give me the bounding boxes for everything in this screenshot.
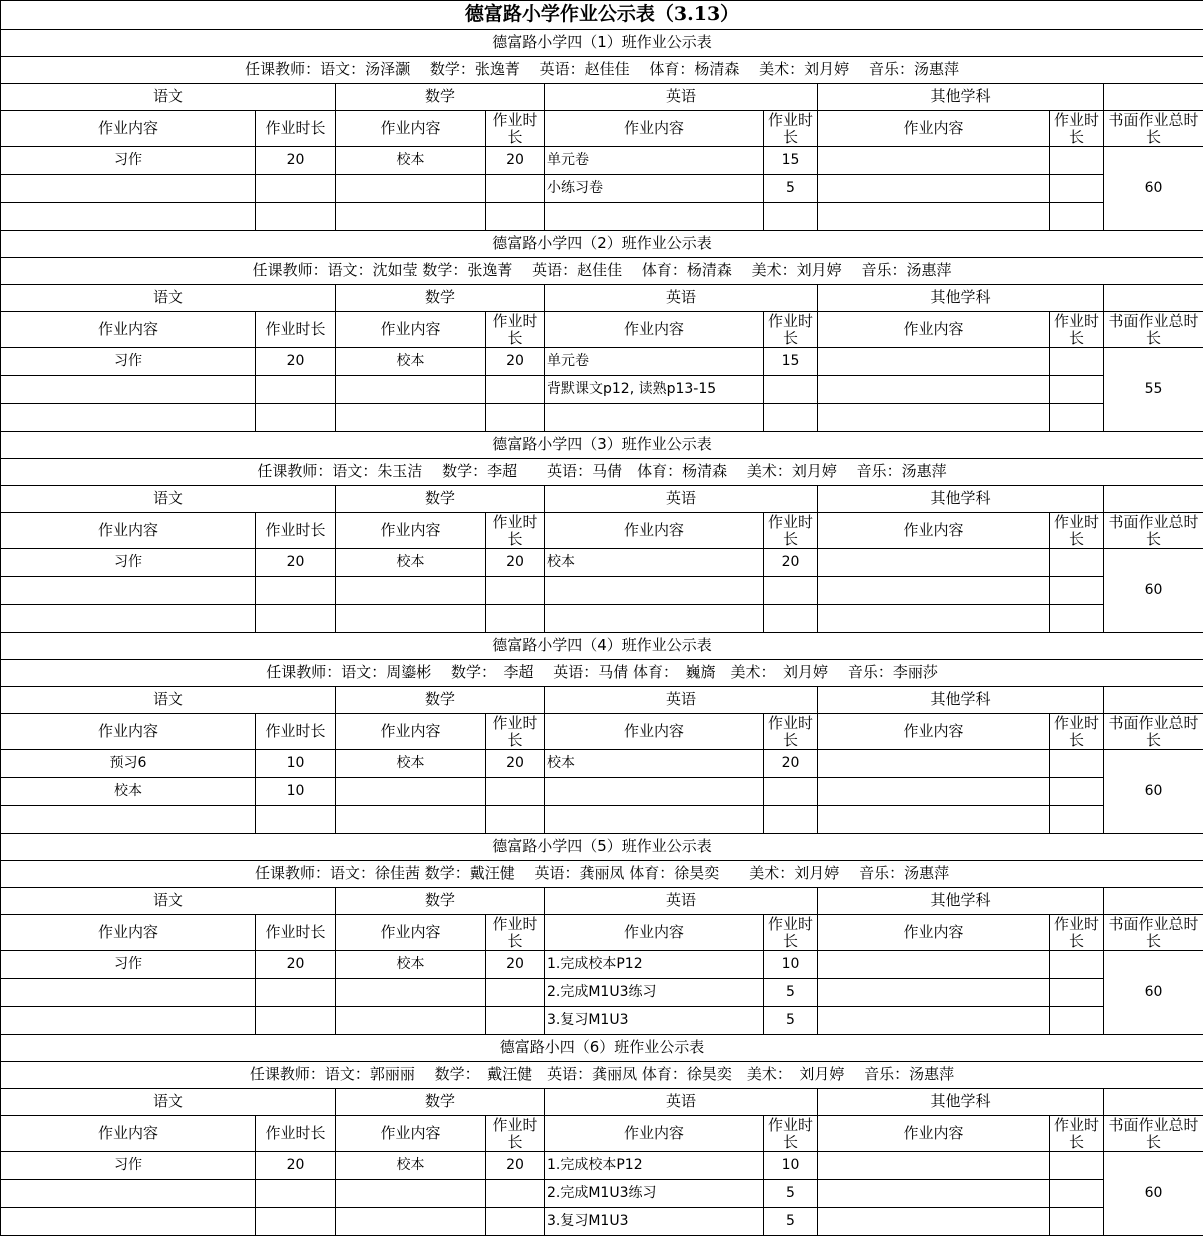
col-chinese-duration: 作业时长 (256, 915, 336, 951)
col-math-duration: 作业时长 (486, 915, 545, 951)
subject-header-row (1, 888, 1203, 915)
math-duration: 20 (486, 1152, 545, 1180)
col-other-content: 作业内容 (818, 915, 1050, 951)
other-duration (1050, 376, 1104, 404)
math-content (336, 1208, 486, 1236)
other-duration (1050, 750, 1104, 778)
total-duration: 60 (1104, 750, 1203, 834)
table-row (1, 577, 1203, 605)
english-content: 单元卷 (545, 348, 764, 376)
chinese-content: 习作 (1, 348, 256, 376)
subject-header-row (1, 1089, 1203, 1116)
math-duration: 20 (486, 750, 545, 778)
math-content (336, 778, 486, 806)
english-duration: 5 (764, 175, 818, 203)
math-content (336, 1007, 486, 1035)
english-content: 校本 (545, 549, 764, 577)
english-duration (764, 203, 818, 231)
math-content: 校本 (336, 549, 486, 577)
english-duration: 15 (764, 147, 818, 175)
subject-other: 其他学科 (818, 486, 1104, 513)
other-duration (1050, 605, 1104, 633)
subject-chinese: 语文 (1, 486, 336, 513)
chinese-content (1, 1007, 256, 1035)
other-content (818, 147, 1050, 175)
teachers-line: 任课教师：语文：周鎏彬 数学： 李超 英语：马倩 体育： 巍旖 美术： 刘月婷 音乐：李丽莎 (1, 660, 1203, 687)
col-english-content: 作业内容 (545, 1116, 764, 1152)
english-content: 背默课文p12, 读熟p13-15 (545, 376, 764, 404)
math-duration (486, 806, 545, 834)
other-duration (1050, 979, 1104, 1007)
subject-other: 其他学科 (818, 687, 1104, 714)
col-total-duration: 书面作业总时长 (1104, 714, 1203, 750)
col-other-duration: 作业时长 (1050, 1116, 1104, 1152)
col-total-duration: 书面作业总时长 (1104, 915, 1203, 951)
chinese-duration (256, 376, 336, 404)
col-english-duration: 作业时长 (764, 714, 818, 750)
english-duration: 10 (764, 1152, 818, 1180)
total-duration: 60 (1104, 147, 1203, 231)
english-duration (764, 577, 818, 605)
english-content (545, 778, 764, 806)
math-content (336, 605, 486, 633)
teachers-line: 任课教师：语文：汤泽灏 数学：张逸菁 英语：赵佳佳 体育：杨清森 美术：刘月婷 音乐：汤惠萍 (1, 57, 1203, 84)
english-content: 2.完成M1U3练习 (545, 979, 764, 1007)
other-content (818, 951, 1050, 979)
english-content (545, 605, 764, 633)
other-duration (1050, 577, 1104, 605)
math-duration: 20 (486, 951, 545, 979)
teachers-line: 任课教师：语文：朱玉洁 数学：李超 英语：马倩 体育：杨清森 美术：刘月婷 音乐：汤惠萍 (1, 459, 1203, 486)
subject-chinese: 语文 (1, 888, 336, 915)
math-content: 校本 (336, 750, 486, 778)
math-duration: 20 (486, 549, 545, 577)
col-total-duration: 书面作业总时长 (1104, 111, 1203, 147)
column-header-row (1, 1116, 1203, 1152)
subject-chinese: 语文 (1, 84, 336, 111)
table-row (1, 750, 1203, 778)
subject-math: 数学 (336, 486, 545, 513)
other-content (818, 203, 1050, 231)
teachers-line: 任课教师：语文：徐佳茜 数学：戴汪健 英语：龚丽凤 体育：徐昊奕 美术：刘月婷 音乐：汤惠萍 (1, 861, 1203, 888)
col-chinese-duration: 作业时长 (256, 312, 336, 348)
english-duration (764, 605, 818, 633)
other-duration (1050, 175, 1104, 203)
other-duration (1050, 778, 1104, 806)
math-content (336, 1180, 486, 1208)
other-content (818, 376, 1050, 404)
col-other-content: 作业内容 (818, 1116, 1050, 1152)
col-chinese-content: 作业内容 (1, 111, 256, 147)
col-english-duration: 作业时长 (764, 312, 818, 348)
total-duration: 55 (1104, 348, 1203, 432)
col-other-duration: 作业时长 (1050, 513, 1104, 549)
chinese-duration (256, 806, 336, 834)
col-math-content: 作业内容 (336, 513, 486, 549)
table-row (1, 1152, 1203, 1180)
english-content: 小练习卷 (545, 175, 764, 203)
english-content: 3.复习M1U3 (545, 1208, 764, 1236)
class-title-row (1, 432, 1203, 459)
other-duration (1050, 348, 1104, 376)
subject-empty (1104, 888, 1203, 915)
other-duration (1050, 203, 1104, 231)
other-content (818, 577, 1050, 605)
math-content (336, 806, 486, 834)
subject-header-row (1, 687, 1203, 714)
chinese-duration (256, 175, 336, 203)
math-duration (486, 778, 545, 806)
english-content (545, 203, 764, 231)
english-duration (764, 806, 818, 834)
col-chinese-content: 作业内容 (1, 1116, 256, 1152)
teachers-row (1, 258, 1203, 285)
table-row (1, 203, 1203, 231)
class-title-row (1, 1035, 1203, 1062)
chinese-content (1, 605, 256, 633)
col-english-content: 作业内容 (545, 915, 764, 951)
chinese-content: 习作 (1, 549, 256, 577)
english-duration: 15 (764, 348, 818, 376)
total-duration: 60 (1104, 1152, 1203, 1236)
english-duration (764, 404, 818, 432)
col-other-duration: 作业时长 (1050, 312, 1104, 348)
total-duration: 60 (1104, 549, 1203, 633)
col-math-duration: 作业时长 (486, 111, 545, 147)
english-content: 校本 (545, 750, 764, 778)
subject-english: 英语 (545, 84, 818, 111)
teachers-row (1, 660, 1203, 687)
english-duration (764, 376, 818, 404)
teachers-row (1, 861, 1203, 888)
subject-header-row (1, 486, 1203, 513)
col-english-content: 作业内容 (545, 111, 764, 147)
class-title-row (1, 30, 1203, 57)
english-duration: 10 (764, 951, 818, 979)
col-other-duration: 作业时长 (1050, 111, 1104, 147)
table-row (1, 951, 1203, 979)
other-content (818, 979, 1050, 1007)
chinese-duration (256, 577, 336, 605)
subject-english: 英语 (545, 687, 818, 714)
col-chinese-content: 作业内容 (1, 513, 256, 549)
col-other-content: 作业内容 (818, 513, 1050, 549)
chinese-content (1, 979, 256, 1007)
class-title-row (1, 231, 1203, 258)
column-header-row (1, 714, 1203, 750)
col-math-content: 作业内容 (336, 1116, 486, 1152)
other-duration (1050, 951, 1104, 979)
subject-math: 数学 (336, 84, 545, 111)
english-duration: 5 (764, 1208, 818, 1236)
column-header-row (1, 915, 1203, 951)
col-english-duration: 作业时长 (764, 915, 818, 951)
column-header-row (1, 111, 1203, 147)
math-duration (486, 175, 545, 203)
table-row (1, 1180, 1203, 1208)
math-duration: 20 (486, 348, 545, 376)
english-duration: 20 (764, 750, 818, 778)
math-duration (486, 577, 545, 605)
math-content: 校本 (336, 951, 486, 979)
table-row (1, 1007, 1203, 1035)
subject-english: 英语 (545, 486, 818, 513)
table-row (1, 175, 1203, 203)
math-content (336, 203, 486, 231)
table-row (1, 348, 1203, 376)
chinese-duration: 20 (256, 348, 336, 376)
col-math-content: 作业内容 (336, 312, 486, 348)
teachers-line: 任课教师：语文：郭丽丽 数学： 戴汪健 英语：龚丽凤 体育：徐昊奕 美术： 刘月婷 音乐：汤惠萍 (1, 1062, 1203, 1089)
math-duration (486, 203, 545, 231)
math-content (336, 175, 486, 203)
subject-english: 英语 (545, 1089, 818, 1116)
col-total-duration: 书面作业总时长 (1104, 312, 1203, 348)
col-chinese-duration: 作业时长 (256, 513, 336, 549)
chinese-duration: 20 (256, 549, 336, 577)
math-duration (486, 605, 545, 633)
col-math-duration: 作业时长 (486, 312, 545, 348)
other-content (818, 175, 1050, 203)
math-content: 校本 (336, 147, 486, 175)
math-duration (486, 1180, 545, 1208)
other-content (818, 1152, 1050, 1180)
col-other-content: 作业内容 (818, 111, 1050, 147)
chinese-content: 校本 (1, 778, 256, 806)
chinese-duration (256, 1208, 336, 1236)
english-duration: 5 (764, 979, 818, 1007)
chinese-duration (256, 979, 336, 1007)
chinese-content: 习作 (1, 1152, 256, 1180)
col-chinese-content: 作业内容 (1, 714, 256, 750)
col-english-duration: 作业时长 (764, 1116, 818, 1152)
english-content: 单元卷 (545, 147, 764, 175)
chinese-duration: 20 (256, 951, 336, 979)
table-row (1, 1208, 1203, 1236)
chinese-content: 习作 (1, 147, 256, 175)
other-content (818, 778, 1050, 806)
col-math-content: 作业内容 (336, 714, 486, 750)
subject-english: 英语 (545, 888, 818, 915)
chinese-content: 预习6 (1, 750, 256, 778)
english-duration: 5 (764, 1180, 818, 1208)
other-content (818, 348, 1050, 376)
subject-english: 英语 (545, 285, 818, 312)
column-header-row (1, 312, 1203, 348)
col-total-duration: 书面作业总时长 (1104, 513, 1203, 549)
math-content: 校本 (336, 1152, 486, 1180)
subject-empty (1104, 1089, 1203, 1116)
class-title: 德富路小学四（1）班作业公示表 (1, 30, 1203, 57)
chinese-content (1, 1208, 256, 1236)
subject-empty (1104, 285, 1203, 312)
chinese-content (1, 376, 256, 404)
page-title: 德富路小学作业公示表（3.13） (1, 1, 1203, 30)
col-other-duration: 作业时长 (1050, 915, 1104, 951)
teachers-line: 任课教师：语文：沈如莹 数学：张逸菁 英语：赵佳佳 体育：杨清森 美术：刘月婷 音乐：汤惠萍 (1, 258, 1203, 285)
table-row (1, 979, 1203, 1007)
col-other-duration: 作业时长 (1050, 714, 1104, 750)
other-content (818, 750, 1050, 778)
english-content: 2.完成M1U3练习 (545, 1180, 764, 1208)
subject-other: 其他学科 (818, 1089, 1104, 1116)
other-duration (1050, 549, 1104, 577)
col-english-content: 作业内容 (545, 714, 764, 750)
english-content: 1.完成校本P12 (545, 1152, 764, 1180)
other-content (818, 605, 1050, 633)
class-title-row (1, 834, 1203, 861)
chinese-duration: 10 (256, 778, 336, 806)
subject-math: 数学 (336, 888, 545, 915)
other-duration (1050, 1180, 1104, 1208)
col-chinese-duration: 作业时长 (256, 714, 336, 750)
col-chinese-content: 作业内容 (1, 915, 256, 951)
other-content (818, 1208, 1050, 1236)
col-english-content: 作业内容 (545, 513, 764, 549)
teachers-row (1, 459, 1203, 486)
subject-other: 其他学科 (818, 84, 1104, 111)
col-math-content: 作业内容 (336, 111, 486, 147)
subject-empty (1104, 486, 1203, 513)
col-english-content: 作业内容 (545, 312, 764, 348)
class-title: 德富路小学四（5）班作业公示表 (1, 834, 1203, 861)
chinese-content (1, 203, 256, 231)
table-row (1, 147, 1203, 175)
chinese-duration (256, 605, 336, 633)
english-content (545, 806, 764, 834)
class-title: 德富路小学四（2）班作业公示表 (1, 231, 1203, 258)
chinese-content (1, 175, 256, 203)
other-duration (1050, 1007, 1104, 1035)
teachers-row (1, 1062, 1203, 1089)
english-duration (764, 778, 818, 806)
subject-header-row (1, 285, 1203, 312)
math-duration (486, 1208, 545, 1236)
col-chinese-content: 作业内容 (1, 312, 256, 348)
chinese-content (1, 806, 256, 834)
table-row (1, 376, 1203, 404)
col-other-content: 作业内容 (818, 312, 1050, 348)
total-duration: 60 (1104, 951, 1203, 1035)
col-total-duration: 书面作业总时长 (1104, 1116, 1203, 1152)
english-content: 3.复习M1U3 (545, 1007, 764, 1035)
col-math-duration: 作业时长 (486, 1116, 545, 1152)
other-content (818, 806, 1050, 834)
col-english-duration: 作业时长 (764, 111, 818, 147)
table-row (1, 404, 1203, 432)
subject-math: 数学 (336, 687, 545, 714)
other-duration (1050, 1208, 1104, 1236)
subject-header-row (1, 84, 1203, 111)
subject-math: 数学 (336, 1089, 545, 1116)
other-duration (1050, 147, 1104, 175)
col-english-duration: 作业时长 (764, 513, 818, 549)
chinese-duration (256, 1180, 336, 1208)
chinese-duration: 20 (256, 147, 336, 175)
english-content (545, 577, 764, 605)
math-duration (486, 404, 545, 432)
chinese-duration (256, 203, 336, 231)
math-content (336, 376, 486, 404)
col-chinese-duration: 作业时长 (256, 1116, 336, 1152)
subject-empty (1104, 687, 1203, 714)
english-content (545, 404, 764, 432)
math-duration: 20 (486, 147, 545, 175)
chinese-duration: 20 (256, 1152, 336, 1180)
col-math-duration: 作业时长 (486, 714, 545, 750)
other-content (818, 1007, 1050, 1035)
chinese-duration (256, 404, 336, 432)
teachers-row (1, 57, 1203, 84)
table-row (1, 605, 1203, 633)
class-title: 德富路小学四（4）班作业公示表 (1, 633, 1203, 660)
class-title: 德富路小四（6）班作业公示表 (1, 1035, 1203, 1062)
math-duration (486, 376, 545, 404)
subject-chinese: 语文 (1, 285, 336, 312)
subject-chinese: 语文 (1, 687, 336, 714)
subject-empty (1104, 84, 1203, 111)
math-content (336, 577, 486, 605)
other-content (818, 549, 1050, 577)
col-math-content: 作业内容 (336, 915, 486, 951)
english-content: 1.完成校本P12 (545, 951, 764, 979)
col-other-content: 作业内容 (818, 714, 1050, 750)
other-duration (1050, 806, 1104, 834)
other-duration (1050, 1152, 1104, 1180)
math-duration (486, 979, 545, 1007)
math-duration (486, 1007, 545, 1035)
class-title-row (1, 633, 1203, 660)
table-row (1, 806, 1203, 834)
subject-other: 其他学科 (818, 285, 1104, 312)
subject-other: 其他学科 (818, 888, 1104, 915)
chinese-content (1, 1180, 256, 1208)
chinese-content (1, 404, 256, 432)
table-row (1, 778, 1203, 806)
table-row (1, 549, 1203, 577)
other-content (818, 404, 1050, 432)
math-content (336, 404, 486, 432)
col-math-duration: 作业时长 (486, 513, 545, 549)
chinese-content: 习作 (1, 951, 256, 979)
math-content (336, 979, 486, 1007)
col-chinese-duration: 作业时长 (256, 111, 336, 147)
other-duration (1050, 404, 1104, 432)
class-title: 德富路小学四（3）班作业公示表 (1, 432, 1203, 459)
math-content: 校本 (336, 348, 486, 376)
other-content (818, 1180, 1050, 1208)
english-duration: 5 (764, 1007, 818, 1035)
english-duration: 20 (764, 549, 818, 577)
column-header-row (1, 513, 1203, 549)
chinese-duration (256, 1007, 336, 1035)
subject-math: 数学 (336, 285, 545, 312)
subject-chinese: 语文 (1, 1089, 336, 1116)
chinese-duration: 10 (256, 750, 336, 778)
chinese-content (1, 577, 256, 605)
